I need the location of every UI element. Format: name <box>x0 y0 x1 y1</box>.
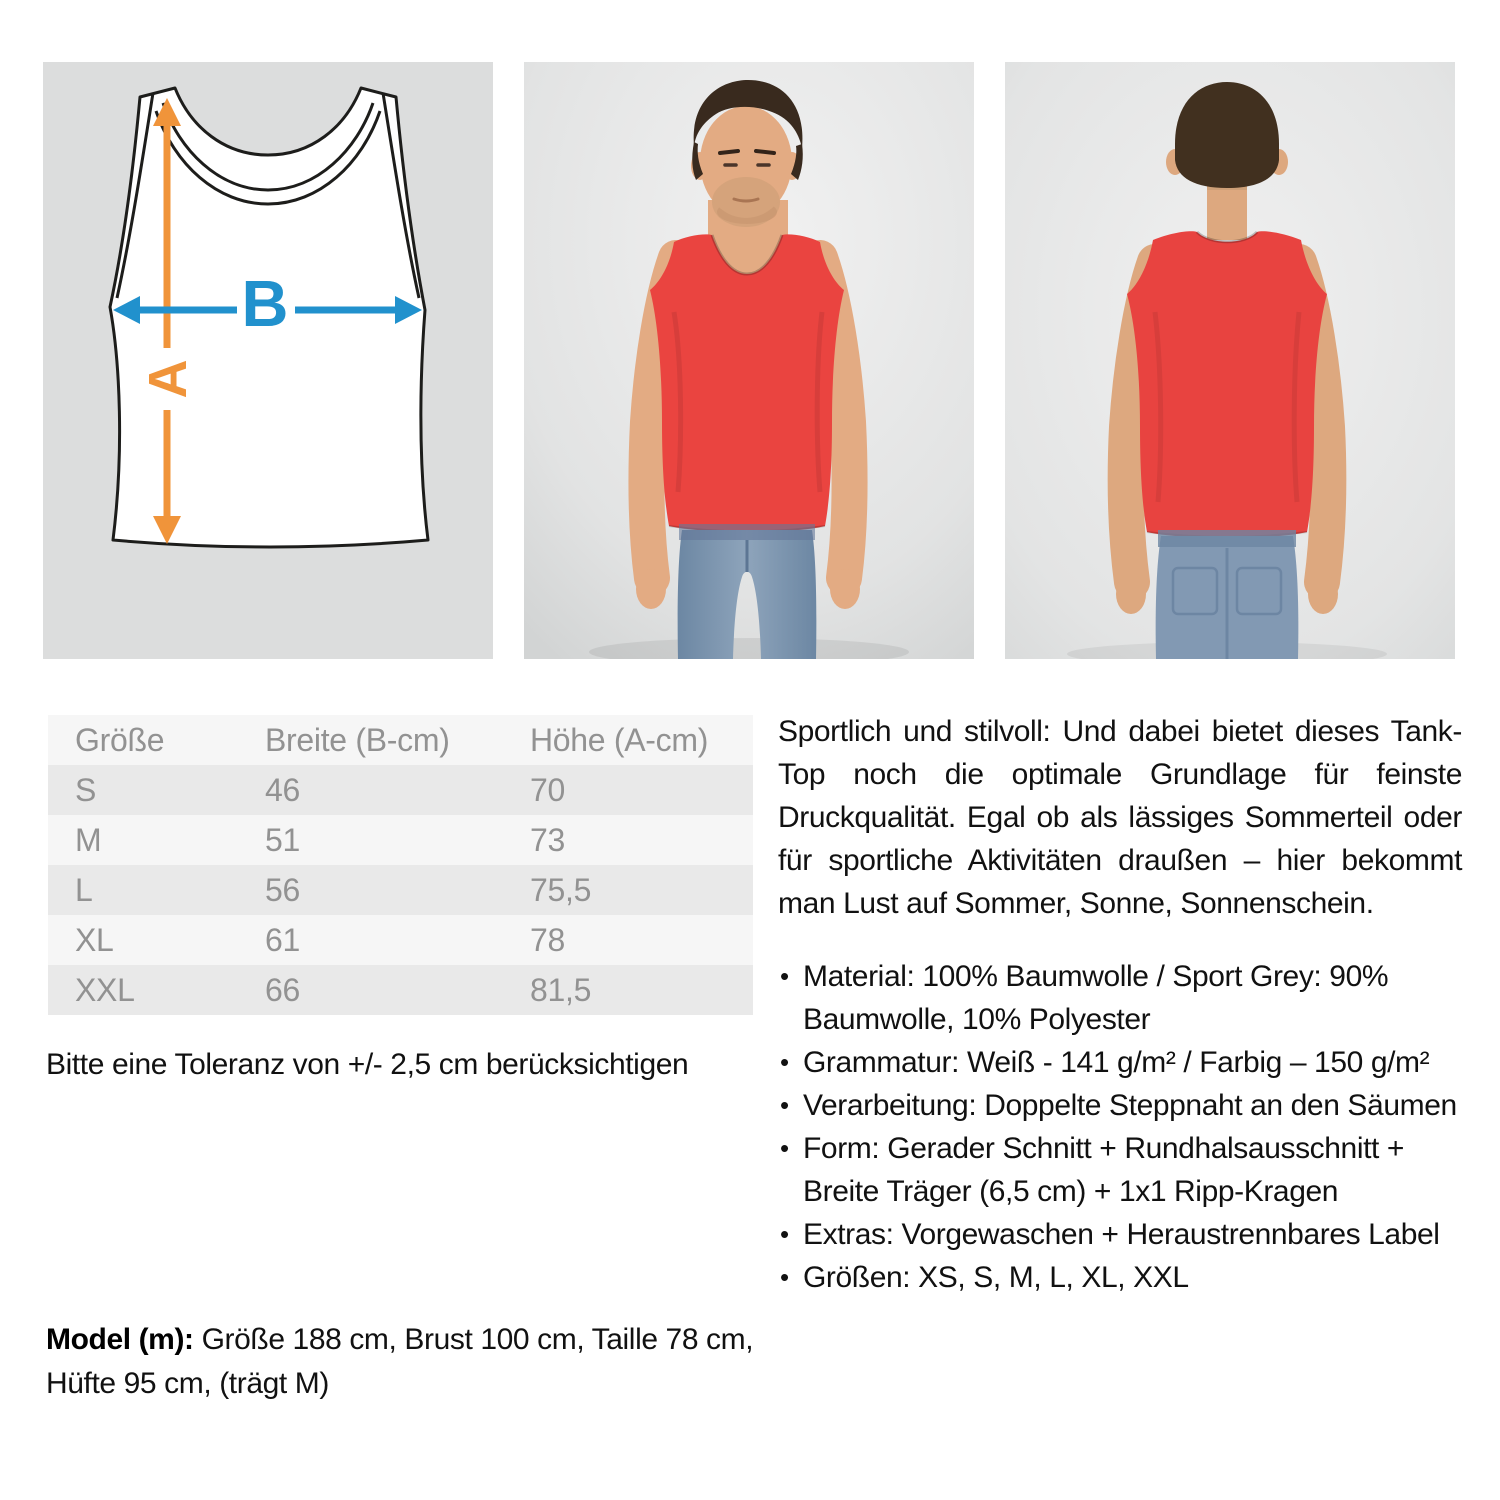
cell-hoehe: 73 <box>530 821 565 858</box>
cell-size: S <box>75 771 97 808</box>
size-table-header-row <box>48 715 753 765</box>
bullet-grammatur: • Grammatur: Weiß - 141 g/m² / Farbig – 150 g/m² <box>778 1041 1462 1084</box>
header-breite: Breite (B-cm) <box>265 721 450 758</box>
diagram-label-b: B <box>241 267 289 340</box>
size-table <box>48 715 753 1015</box>
model-info <box>46 1318 761 1406</box>
cell-breite: 51 <box>265 821 300 858</box>
model-front-graphic <box>524 62 974 659</box>
model-info-details: Größe 188 cm, Brust 100 cm, Taille 78 cm, Hüfte 95 cm, (trägt M) <box>46 1323 754 1400</box>
header-groesse: Größe <box>75 721 165 758</box>
table-row-xxl <box>48 965 753 1015</box>
cell-hoehe: 78 <box>530 921 565 958</box>
cell-hoehe: 75,5 <box>530 871 592 908</box>
bullet-verarbeitung: • Verarbeitung: Doppelte Steppnaht an den Säumen <box>778 1084 1462 1127</box>
bullet-form: • Form: Gerader Schnitt + Rundhalsausschnitt + Breite Träger (6,5 cm) + 1x1 Ripp-Kragen <box>778 1127 1462 1213</box>
cell-breite: 46 <box>265 771 300 808</box>
cell-size: XXL <box>75 971 135 1008</box>
cell-size: M <box>75 821 102 858</box>
cell-hoehe: 70 <box>530 771 565 808</box>
size-measurement-diagram <box>43 62 493 659</box>
description-paragraph: Sportlich und stilvoll: Und dabei bietet dieses Tank-Top noch die optimale Grundlage für feinste Druckqualität. Egal ob als lässiges Sommerteil oder für sportliche Aktivitäten draußen – hier bekommt man Lust auf Sommer, Sonne, Sonnenschein. <box>778 715 1462 920</box>
model-info-label: Model (m): <box>46 1323 194 1356</box>
model-back-graphic <box>1005 62 1455 659</box>
bullet-material: • Material: 100% Baumwolle / Sport Grey: 90% Baumwolle, 10% Polyester <box>778 955 1462 1041</box>
table-row-m <box>48 815 753 865</box>
cell-size: L <box>75 871 93 908</box>
cell-hoehe: 81,5 <box>530 971 592 1008</box>
header-hoehe: Höhe (A-cm) <box>530 721 709 758</box>
tank-top-diagram-graphic <box>43 62 493 659</box>
bullet-groessen: • Größen: XS, S, M, L, XL, XXL <box>778 1256 1462 1299</box>
bullet-extras: • Extras: Vorgewaschen + Heraustrennbares Label <box>778 1213 1462 1256</box>
cell-breite: 56 <box>265 871 300 908</box>
table-row-s <box>48 765 753 815</box>
feature-list <box>778 955 1462 1299</box>
table-row-l <box>48 865 753 915</box>
diagram-label-a: A <box>138 359 198 399</box>
table-row-xl <box>48 915 753 965</box>
cell-breite: 61 <box>265 921 300 958</box>
model-photo-back <box>1005 62 1455 659</box>
model-photo-front <box>524 62 974 659</box>
product-description <box>778 710 1462 1299</box>
cell-breite: 66 <box>265 971 300 1008</box>
tolerance-note: Bitte eine Toleranz von +/- 2,5 cm berücksichtigen <box>46 1048 689 1081</box>
cell-size: XL <box>75 921 114 958</box>
